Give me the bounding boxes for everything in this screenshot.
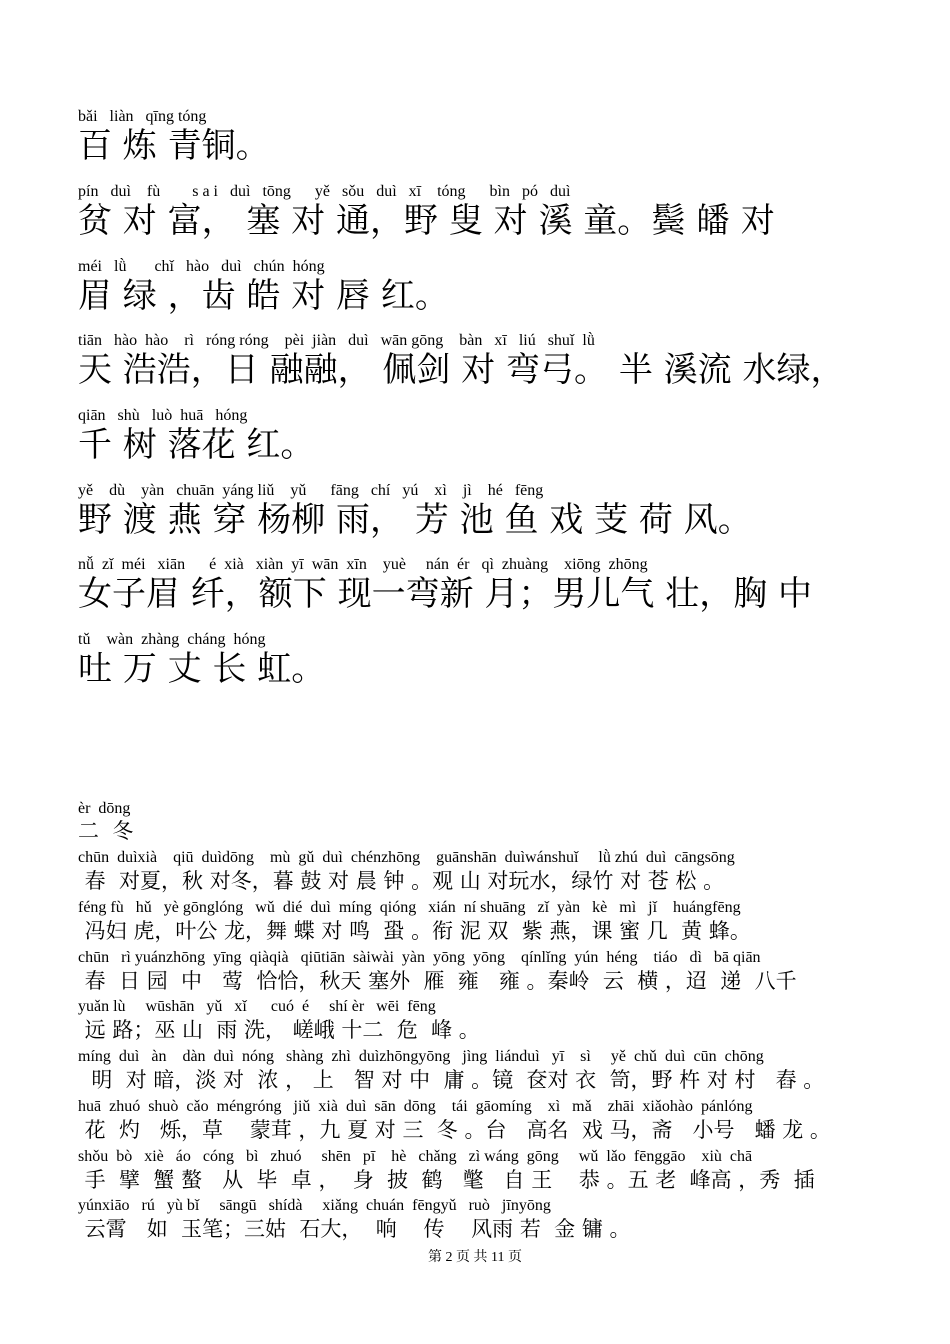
hanzi-line: 手 擘 蟹 螯 从 毕 卓 ， 身 披 鹤 氅 自 王 恭 。五 老 峰高 ，秀 插 [78, 1168, 815, 1192]
pinyin-line: méi lǜ chǐ hào duì chún hóng [78, 258, 325, 275]
heading-pinyin: èr dōng [78, 800, 131, 817]
hanzi-line: 贫 对 富， 塞 对 通，野 叟 对 溪 童。鬓 皤 对 [78, 201, 775, 241]
pinyin-line: míng duì àn dàn duì nóng shàng zhì duìzhōngyōng jìng liánduì yī sì yě chǔ duì cūn chōng [78, 1048, 764, 1065]
verse-line [78, 482, 878, 540]
verse-line [78, 1048, 898, 1094]
pinyin-line: qiān shù luò huā hóng [78, 407, 248, 424]
pinyin-line: yě dù yàn chuān yáng liǔ yǔ fāng chí yú xì jì hé fēng [78, 482, 544, 499]
pinyin-line: yuǎn lù wūshān yǔ xǐ cuó é shí èr wēi fēng [78, 998, 436, 1015]
verse-line [78, 1098, 898, 1144]
verse-line [78, 998, 898, 1044]
pinyin-line: tǔ wàn zhàng cháng hóng [78, 631, 266, 648]
verse-line [78, 899, 898, 945]
hanzi-line: 春 对夏，秋 对冬，暮 鼓 对 晨 钟 。观 山 对玩水，绿竹 对 苍 松 。 [78, 869, 725, 893]
pinyin-line: tiān hào hào rì róng róng pèi jiàn duì wān gōng bàn xī liú shuǐ lǜ [78, 332, 595, 349]
verse-line [78, 556, 878, 614]
verse-line [78, 631, 878, 689]
hanzi-line: 女子眉 纤，额下 现一弯新 月；男儿气 壮，胸 中 [78, 574, 813, 614]
hanzi-line: 吐 万 丈 长 虹。 [78, 649, 326, 689]
verse-line [78, 1197, 898, 1243]
pinyin-line: pín duì fù s a i duì tōng yě sǒu duì xī tóng bìn pó duì [78, 183, 571, 200]
pinyin-line: chūn duìxià qiū duìdōng mù gǔ duì chénzhōng guānshān duìwánshuǐ lǜ zhú duì cāngsōng [78, 849, 735, 866]
verse-line [78, 1148, 898, 1194]
hanzi-line: 眉 绿 ，齿 皓 对 唇 红。 [78, 276, 449, 316]
hanzi-line: 花 灼 烁，草 蒙茸 ，九 夏 对 三 冬 。台 高名 戏 马，斋 小号 蟠 龙 。 [78, 1118, 831, 1142]
hanzi-line: 百 炼 青铜。 [78, 126, 270, 166]
pinyin-line: féng fù hǔ yè gōnglóng wǔ dié duì míng qióng xián ní shuāng zǐ yàn kè mì jǐ huángfēng [78, 899, 741, 916]
pinyin-line: bǎi liàn qīng tóng [78, 108, 207, 125]
verse-line [78, 332, 878, 390]
hanzi-line: 野 渡 燕 穿 杨柳 雨， 芳 池 鱼 戏 芰 荷 风。 [78, 500, 752, 540]
hanzi-line: 春 日 园 中 莺 恰恰，秋天 塞外 雁 雍 雍 。秦岭 云 横 ，迢 递 八千 [78, 969, 797, 993]
hanzi-line: 千 树 落花 红。 [78, 425, 315, 465]
hanzi-line: 天 浩浩，日 融融， 佩剑 对 弯弓。 半 溪流 水绿， [78, 350, 845, 390]
hanzi-line: 明 对 暗，淡 对 浓 ， 上 智 对 中 庸 。镜 奁对 衣 笥，野 杵 对 村 舂 。 [78, 1068, 825, 1092]
verse-line [78, 949, 898, 995]
pinyin-line: huā zhuó shuò cǎo méngróng jiǔ xià duì sān dōng tái gāomíng xì mǎ zhāi xiǎohào pánlóng [78, 1098, 753, 1115]
verse-line [78, 258, 878, 316]
verse-line [78, 407, 878, 465]
verse-line [78, 108, 878, 166]
pinyin-line: yúnxiāo rú yù bǐ sāngū shídà xiǎng chuán fēngyǔ ruò jīnyōng [78, 1197, 551, 1214]
hanzi-line: 远 路；巫 山 雨 洗， 嵯峨 十二 危 峰 。 [78, 1018, 480, 1042]
pinyin-line: shǒu bò xiè áo cóng bì zhuó shēn pī hè chǎng zì wáng gōng wǔ lǎo fēnggāo xiù chā [78, 1148, 753, 1165]
heading-hanzi: 二 冬 [78, 819, 134, 843]
hanzi-line: 云霄 如 玉笔；三姑 石大， 响 传 风雨 若 金 镛 。 [78, 1217, 631, 1241]
verse-line [78, 849, 898, 895]
pinyin-line: nǚ zǐ méi xiān é xià xiàn yī wān xīn yuè nán ér qì zhuàng xiōng zhōng [78, 556, 648, 573]
hanzi-line: 冯妇 虎，叶公 龙，舞 蝶 对 鸣 蛩 。衔 泥 双 紫 燕，课 蜜 几 黄 蜂。 [78, 919, 751, 943]
section-heading [78, 800, 133, 844]
pinyin-line: chūn rì yuánzhōng yīng qiàqià qiūtiān sàiwài yàn yōng yōng qínlǐng yún héng tiáo dì bā qiān [78, 949, 761, 966]
verse-line [78, 183, 878, 241]
page-footer: 第 2 页 共 11 页 [428, 1250, 522, 1265]
